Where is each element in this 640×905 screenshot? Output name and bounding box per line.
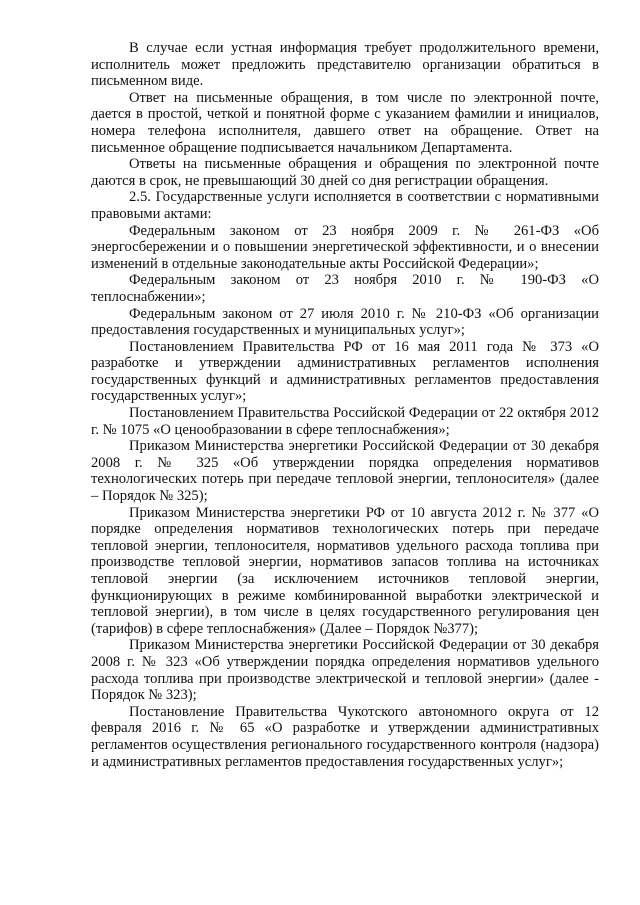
paragraph-order-377: Приказом Министерства энергетики РФ от 10 августа 2012 г. № 377 «О порядке определения нормативов технологических потерь при передаче тепловой энергии, теплоносителя, нормативов удельного расхода топлива при производстве тепловой энергии, нормативов запасов топлива на источниках тепловой энергии (за исключением источников тепловой энергии, функционирующих в режиме комбинированной выработки электрической и тепловой энергии), в том числе в целях государственного регулирования цен (тарифов) в сфере теплоснабжения» (Далее – Порядок №377); xyxy=(91,504,599,637)
paragraph-order-325: Приказом Министерства энергетики Российской Федерации от 30 декабря 2008 г. № 325 «Об утверждении порядка определения нормативов технологических потерь при передаче тепловой энергии, теплоносителя» (далее – Порядок № 325); xyxy=(91,438,599,505)
paragraph-resolution-373: Постановлением Правительства РФ от 16 мая 2011 года № 373 «О разработке и утверждении административных регламентов исполнения государственных функций и административных регламентов предоставления государственных услуг»; xyxy=(91,338,599,405)
paragraph-law-261: Федеральным законом от 23 ноября 2009 г. № 261-ФЗ «Об энергосбережении и о повышении энергетической эффективности, и о внесении изменений в отдельные законодательные акты Российской Федерации»; xyxy=(91,222,599,272)
paragraph-law-210: Федеральным законом от 27 июля 2010 г. № 210-ФЗ «Об организации предоставления государственных и муниципальных услуг»; xyxy=(91,305,599,339)
paragraph-resolution-1075: Постановлением Правительства Российской Федерации от 22 октября 2012 г. № 1075 «О ценообразовании в сфере теплоснабжения»; xyxy=(91,405,599,438)
paragraph-answer-deadline: Ответы на письменные обращения и обращения по электронной почте даются в срок, не превышающий 30 дней со дня регистрации обращения. xyxy=(91,156,599,189)
paragraph-oral-info: В случае если устная информация требует продолжительного времени, исполнитель может предложить представителю организации обратиться в письменном виде. xyxy=(91,40,599,90)
paragraph-written-answer: Ответ на письменные обращения, в том числе по электронной почте, дается в простой, четкой и понятной форме с указанием фамилии и инициалов, номера телефона исполнителя, давшего ответ на обращение. Ответ на письменное обращение подписывается начальником Департамента. xyxy=(91,89,599,156)
paragraph-law-190: Федеральным законом от 23 ноября 2010 г. № 190-ФЗ «О теплоснабжении»; xyxy=(91,272,599,305)
paragraph-resolution-65: Постановление Правительства Чукотского автономного округа от 12 февраля 2016 г. № 65 «О разработке и утверждении административных регламентов осуществления регионального государственного контроля (надзора) и административных регламентов предоставления государственных услуг»; xyxy=(91,703,599,770)
document-page xyxy=(91,40,599,770)
paragraph-order-323: Приказом Министерства энергетики Российской Федерации от 30 декабря 2008 г. № 323 «Об утверждении порядка определения нормативов удельного расхода топлива при производстве электрической и тепловой энергии» (далее - Порядок № 323); xyxy=(91,637,599,704)
paragraph-section-2-5: 2.5. Государственные услуги исполняется в соответствии с нормативными правовыми актами: xyxy=(91,189,599,222)
